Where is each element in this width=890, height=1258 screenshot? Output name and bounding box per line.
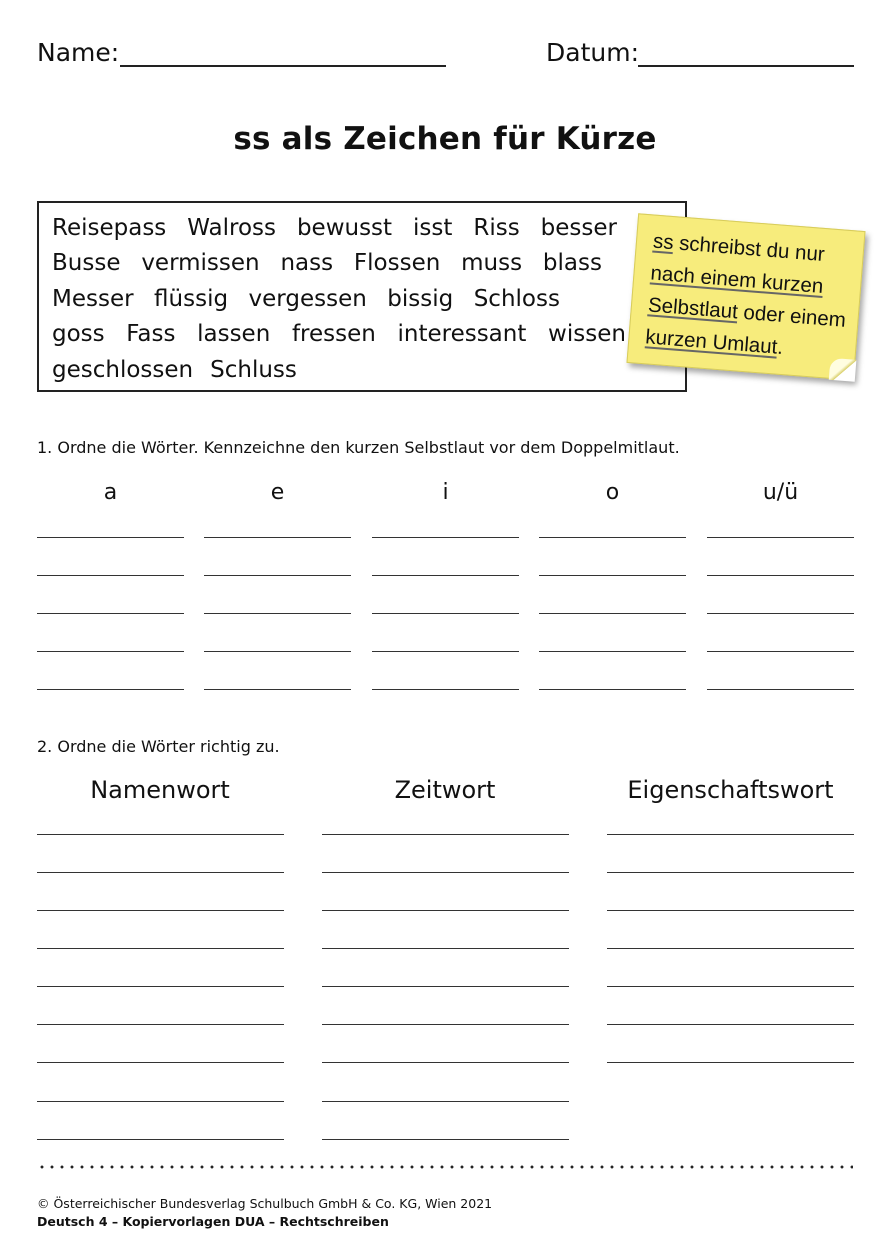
footer-copyright: © Österreichischer Bundesverlag Schulbuch GmbH & Co. KG, Wien 2021	[37, 1196, 493, 1211]
writing-line[interactable]	[607, 986, 854, 987]
column-header-namenwort: Namenwort	[90, 776, 230, 804]
word: Schloss	[473, 285, 560, 312]
word: flüssig	[154, 285, 229, 312]
date-line[interactable]	[638, 65, 854, 67]
column-header-u: u/ü	[762, 480, 799, 505]
writing-line[interactable]	[37, 834, 284, 835]
writing-line[interactable]	[607, 834, 854, 835]
writing-line[interactable]	[539, 613, 686, 614]
writing-line[interactable]	[372, 651, 519, 652]
word-box	[37, 201, 687, 392]
writing-line[interactable]	[372, 575, 519, 576]
writing-line[interactable]	[322, 1062, 569, 1063]
word: vergessen	[248, 285, 367, 312]
word: nass	[280, 250, 334, 277]
word: fressen	[291, 321, 376, 348]
word: bewusst	[296, 214, 393, 241]
writing-line[interactable]	[204, 575, 351, 576]
word: bissig	[387, 285, 454, 312]
word: lassen	[197, 321, 271, 348]
word: Busse	[52, 250, 121, 277]
column-header-eigenschaftswort: Eigenschaftswort	[627, 776, 834, 804]
writing-line[interactable]	[707, 689, 854, 690]
column-header-e: e	[270, 480, 285, 505]
word: interessant	[397, 321, 527, 348]
word: geschlossen	[52, 356, 194, 383]
writing-line[interactable]	[607, 1024, 854, 1025]
writing-line[interactable]	[37, 537, 184, 538]
writing-line[interactable]	[37, 986, 284, 987]
writing-line[interactable]	[37, 1062, 284, 1063]
column-header-a: a	[103, 480, 118, 505]
writing-line[interactable]	[204, 613, 351, 614]
word-row	[52, 281, 560, 317]
writing-line[interactable]	[707, 575, 854, 576]
task2-instruction: 2. Ordne die Wörter richtig zu.	[37, 737, 280, 756]
page-title: ss als Zeichen für Kürze	[233, 121, 657, 157]
writing-line[interactable]	[37, 872, 284, 873]
word: Riss	[473, 214, 520, 241]
note-ss: ss	[652, 229, 675, 255]
word: blass	[542, 250, 602, 277]
writing-line[interactable]	[322, 986, 569, 987]
writing-line[interactable]	[322, 948, 569, 949]
word: besser	[540, 214, 617, 241]
column-header-o: o	[605, 480, 620, 505]
word: vermissen	[141, 250, 260, 277]
writing-line[interactable]	[322, 1101, 569, 1102]
writing-line[interactable]	[607, 948, 854, 949]
sticky-note	[626, 213, 865, 380]
column-header-i: i	[442, 480, 449, 505]
writing-line[interactable]	[539, 537, 686, 538]
writing-line[interactable]	[37, 651, 184, 652]
writing-line[interactable]	[607, 872, 854, 873]
date-label: Datum:	[546, 38, 639, 67]
writing-line[interactable]	[372, 537, 519, 538]
writing-line[interactable]	[204, 651, 351, 652]
writing-line[interactable]	[322, 834, 569, 835]
word: Messer	[52, 285, 134, 312]
writing-line[interactable]	[539, 651, 686, 652]
word-row	[52, 210, 617, 246]
note-text: .	[776, 335, 784, 360]
word: goss	[52, 321, 105, 348]
writing-line[interactable]	[707, 651, 854, 652]
word: Reisepass	[52, 214, 167, 241]
writing-line[interactable]	[322, 1139, 569, 1140]
name-line[interactable]	[120, 65, 446, 67]
writing-line[interactable]	[204, 537, 351, 538]
writing-line[interactable]	[707, 537, 854, 538]
writing-line[interactable]	[37, 613, 184, 614]
writing-line[interactable]	[372, 689, 519, 690]
writing-line[interactable]	[322, 1024, 569, 1025]
word: Walross	[187, 214, 276, 241]
writing-line[interactable]	[37, 1101, 284, 1102]
word: wissen	[548, 321, 626, 348]
page-curl-icon	[829, 358, 857, 382]
writing-line[interactable]	[37, 948, 284, 949]
writing-line[interactable]	[37, 910, 284, 911]
writing-line[interactable]	[204, 689, 351, 690]
note-text: nach einem kurzen	[649, 261, 825, 298]
word: Fass	[126, 321, 176, 348]
name-label: Name:	[37, 38, 120, 67]
writing-line[interactable]	[322, 910, 569, 911]
column-header-zeitwort: Zeitwort	[394, 776, 496, 804]
dotted-separator	[37, 1163, 853, 1171]
note-text: schreibst du nur	[672, 231, 826, 267]
note-text: kurzen Umlaut	[644, 325, 779, 359]
note-text: oder einem	[736, 300, 847, 332]
writing-line[interactable]	[37, 575, 184, 576]
footer-series: Deutsch 4 – Kopiervorlagen DUA – Rechtschreiben	[37, 1214, 389, 1229]
writing-line[interactable]	[539, 575, 686, 576]
task1-instruction: 1. Ordne die Wörter. Kennzeichne den kurzen Selbstlaut vor dem Doppelmitlaut.	[37, 438, 680, 457]
writing-line[interactable]	[37, 1139, 284, 1140]
word: Schluss	[210, 356, 297, 383]
word: isst	[413, 214, 453, 241]
writing-line[interactable]	[372, 613, 519, 614]
word-row	[52, 246, 602, 282]
writing-line[interactable]	[322, 872, 569, 873]
word-row	[52, 317, 626, 353]
note-text: Selbstlaut	[647, 293, 739, 324]
word: muss	[461, 250, 523, 277]
word-row	[52, 352, 685, 388]
writing-line[interactable]	[37, 689, 184, 690]
writing-line[interactable]	[607, 1062, 854, 1063]
writing-line[interactable]	[37, 1024, 284, 1025]
writing-line[interactable]	[539, 689, 686, 690]
writing-line[interactable]	[607, 910, 854, 911]
word: Flossen	[353, 250, 441, 277]
writing-line[interactable]	[707, 613, 854, 614]
